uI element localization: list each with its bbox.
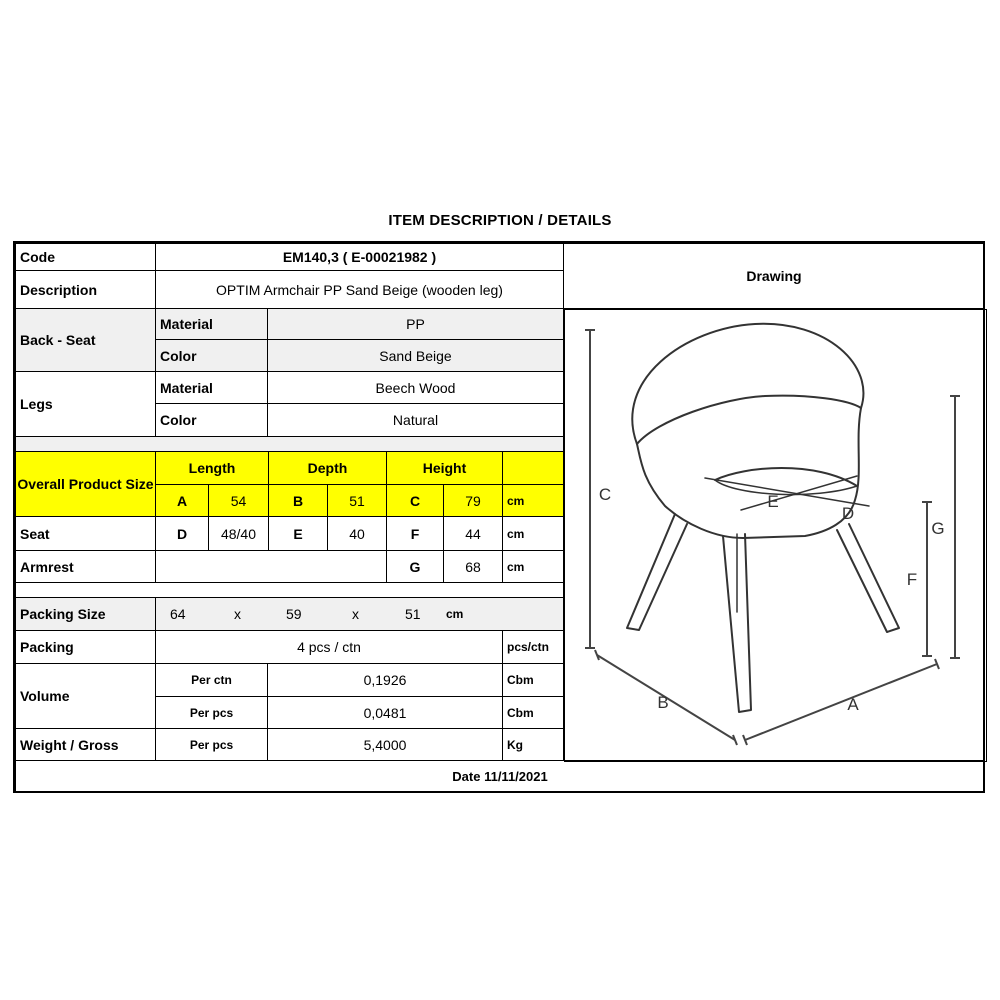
overall-b-letter: B <box>268 484 328 517</box>
seat-dimension-d <box>705 478 869 506</box>
armrest-unit: cm <box>502 550 564 583</box>
volume-label: Volume <box>15 663 156 729</box>
date-footer: Date 11/11/2021 <box>15 760 985 793</box>
back-seat-label: Back - Seat <box>15 308 156 372</box>
weight-per-pcs-label: Per pcs <box>155 728 268 761</box>
chair-shell-outline <box>632 324 863 538</box>
drawing-letter-a: A <box>847 695 859 714</box>
dimension-line-a <box>745 664 937 740</box>
drawing-letter-c: C <box>598 485 612 504</box>
seat-f-letter: F <box>386 516 444 551</box>
packing-x-1: x <box>234 606 241 622</box>
chair-drawing-cell <box>564 309 987 762</box>
drawing-letter-b: B <box>657 693 669 712</box>
code-label: Code <box>15 243 156 271</box>
drawing-letter-f: F <box>906 570 918 589</box>
back-seat-color-label: Color <box>155 339 268 372</box>
chair-drawing <box>565 310 986 761</box>
packing-unit: pcs/ctn <box>502 630 564 664</box>
legs-material-label: Material <box>155 371 268 404</box>
packing-size-unit: cm <box>446 607 464 621</box>
seat-d-value: 48/40 <box>208 516 269 551</box>
chair-leg-front-left <box>627 514 687 630</box>
page-title: ITEM DESCRIPTION / DETAILS <box>388 212 612 229</box>
drawing-header: Drawing <box>563 243 985 309</box>
packing-size-label: Packing Size <box>15 597 156 631</box>
weight-value: 5,4000 <box>267 728 503 761</box>
volume-per-pcs-label: Per pcs <box>155 696 268 729</box>
packing-label: Packing <box>15 630 156 664</box>
seat-e-value: 40 <box>327 516 387 551</box>
depth-header: Depth <box>268 451 387 485</box>
legs-color-label: Color <box>155 403 268 437</box>
seat-unit: cm <box>502 516 564 551</box>
seat-d-letter: D <box>155 516 209 551</box>
drawing-letter-e: E <box>767 492 779 511</box>
volume-per-ctn-unit: Cbm <box>502 663 564 697</box>
overall-a-letter: A <box>155 484 209 517</box>
height-header: Height <box>386 451 503 485</box>
legs-color-value: Natural <box>267 403 564 437</box>
overall-b-value: 51 <box>327 484 387 517</box>
drawing-letter-g: G <box>931 519 945 538</box>
packing-x-2: x <box>352 606 359 622</box>
volume-per-ctn-label: Per ctn <box>155 663 268 697</box>
overall-c-value: 79 <box>443 484 503 517</box>
overall-size-label: Overall Product Size <box>15 451 156 517</box>
drawing-letter-d: D <box>841 504 855 523</box>
seat-f-value: 44 <box>443 516 503 551</box>
spacer-row <box>15 436 564 452</box>
item-details-sheet <box>13 241 985 793</box>
packing-length: 64 <box>170 606 186 622</box>
volume-per-pcs-value: 0,0481 <box>267 696 503 729</box>
description-value: OPTIM Armchair PP Sand Beige (wooden leg) <box>155 270 564 309</box>
back-seat-material-label: Material <box>155 308 268 340</box>
overall-c-letter: C <box>386 484 444 517</box>
chair-leg-back-right <box>837 524 899 632</box>
chair-shell-rim <box>637 396 861 444</box>
volume-per-pcs-unit: Cbm <box>502 696 564 729</box>
length-header: Length <box>155 451 269 485</box>
seat-label: Seat <box>15 516 156 551</box>
back-seat-color-value: Sand Beige <box>267 339 564 372</box>
legs-label: Legs <box>15 371 156 437</box>
volume-per-ctn-value: 0,1926 <box>267 663 503 697</box>
overall-unit: cm <box>502 484 564 517</box>
weight-label: Weight / Gross <box>15 728 156 761</box>
armrest-g-value: 68 <box>443 550 503 583</box>
packing-size-row <box>155 597 564 631</box>
spacer-row-2 <box>15 582 564 598</box>
armrest-g-letter: G <box>386 550 444 583</box>
back-seat-material-value: PP <box>267 308 564 340</box>
legs-material-value: Beech Wood <box>267 371 564 404</box>
seat-e-letter: E <box>268 516 328 551</box>
code-value: EM140,3 ( E-00021982 ) <box>155 243 564 271</box>
weight-unit: Kg <box>502 728 564 761</box>
overall-a-value: 54 <box>208 484 269 517</box>
armrest-label: Armrest <box>15 550 156 583</box>
armrest-blank <box>155 550 387 583</box>
packing-value: 4 pcs / ctn <box>155 630 503 664</box>
packing-width: 59 <box>286 606 302 622</box>
packing-height: 51 <box>405 606 421 622</box>
unit-header-blank <box>502 451 564 485</box>
description-label: Description <box>15 270 156 309</box>
